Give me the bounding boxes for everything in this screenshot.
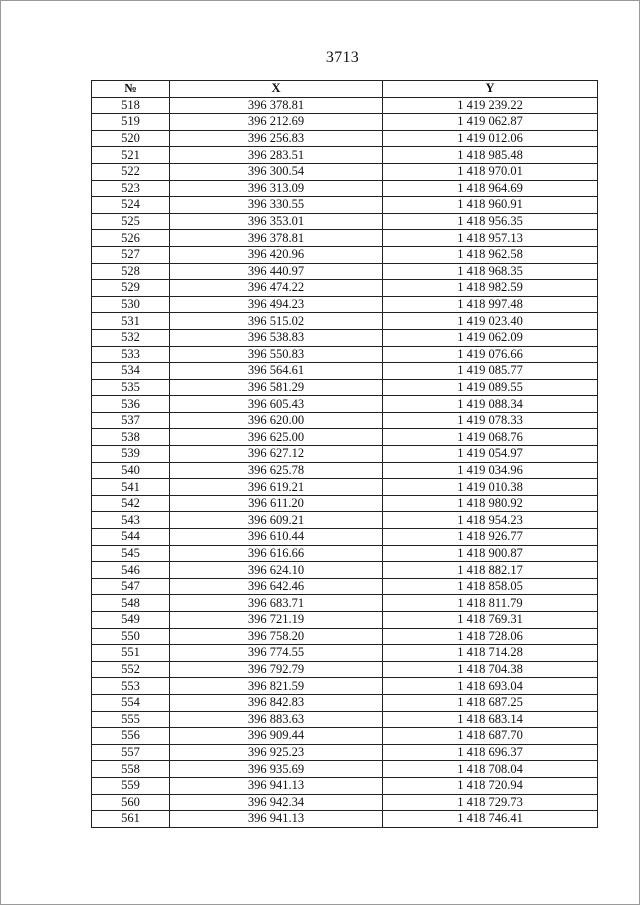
cell-number: 544 xyxy=(92,529,170,546)
table-row xyxy=(92,230,598,247)
cell-number: 538 xyxy=(92,429,170,446)
cell-y: 1 418 811.79 xyxy=(383,595,598,612)
cell-y: 1 418 746.41 xyxy=(383,811,598,828)
cell-y: 1 418 982.59 xyxy=(383,280,598,297)
cell-number: 527 xyxy=(92,246,170,263)
table-row xyxy=(92,213,598,230)
table-row xyxy=(92,197,598,214)
cell-x: 396 821.59 xyxy=(170,678,383,695)
table-row xyxy=(92,412,598,429)
cell-x: 396 353.01 xyxy=(170,213,383,230)
table-row xyxy=(92,678,598,695)
cell-number: 523 xyxy=(92,180,170,197)
cell-x: 396 256.83 xyxy=(170,130,383,147)
table-row xyxy=(92,711,598,728)
table-row xyxy=(92,661,598,678)
cell-number: 518 xyxy=(92,97,170,114)
cell-number: 561 xyxy=(92,811,170,828)
cell-y: 1 419 078.33 xyxy=(383,412,598,429)
table-row xyxy=(92,180,598,197)
cell-y: 1 418 693.04 xyxy=(383,678,598,695)
table-row xyxy=(92,446,598,463)
table-row xyxy=(92,495,598,512)
cell-x: 396 758.20 xyxy=(170,628,383,645)
cell-y: 1 418 687.70 xyxy=(383,728,598,745)
cell-y: 1 418 997.48 xyxy=(383,296,598,313)
cell-number: 548 xyxy=(92,595,170,612)
cell-y: 1 418 882.17 xyxy=(383,562,598,579)
cell-y: 1 419 088.34 xyxy=(383,396,598,413)
cell-y: 1 419 089.55 xyxy=(383,379,598,396)
cell-x: 396 378.81 xyxy=(170,230,383,247)
cell-y: 1 418 683.14 xyxy=(383,711,598,728)
cell-x: 396 605.43 xyxy=(170,396,383,413)
table-row xyxy=(92,595,598,612)
cell-x: 396 625.78 xyxy=(170,462,383,479)
cell-y: 1 418 980.92 xyxy=(383,495,598,512)
cell-y: 1 418 968.35 xyxy=(383,263,598,280)
cell-x: 396 842.83 xyxy=(170,694,383,711)
header-row xyxy=(92,81,598,98)
cell-x: 396 792.79 xyxy=(170,661,383,678)
cell-y: 1 419 054.97 xyxy=(383,446,598,463)
table-row xyxy=(92,147,598,164)
cell-x: 396 627.12 xyxy=(170,446,383,463)
cell-y: 1 418 687.25 xyxy=(383,694,598,711)
cell-x: 396 550.83 xyxy=(170,346,383,363)
cell-number: 531 xyxy=(92,313,170,330)
cell-number: 547 xyxy=(92,578,170,595)
table-row xyxy=(92,761,598,778)
cell-x: 396 538.83 xyxy=(170,329,383,346)
table-row xyxy=(92,612,598,629)
cell-number: 537 xyxy=(92,412,170,429)
table-row xyxy=(92,462,598,479)
cell-x: 396 611.20 xyxy=(170,495,383,512)
cell-x: 396 420.96 xyxy=(170,246,383,263)
cell-number: 552 xyxy=(92,661,170,678)
cell-number: 539 xyxy=(92,446,170,463)
table-row xyxy=(92,512,598,529)
table-row xyxy=(92,529,598,546)
cell-x: 396 330.55 xyxy=(170,197,383,214)
cell-x: 396 283.51 xyxy=(170,147,383,164)
cell-x: 396 610.44 xyxy=(170,529,383,546)
cell-number: 522 xyxy=(92,163,170,180)
cell-x: 396 909.44 xyxy=(170,728,383,745)
cell-y: 1 418 728.06 xyxy=(383,628,598,645)
cell-number: 555 xyxy=(92,711,170,728)
cell-number: 545 xyxy=(92,545,170,562)
table-row xyxy=(92,296,598,313)
table-row xyxy=(92,396,598,413)
cell-y: 1 418 769.31 xyxy=(383,612,598,629)
cell-y: 1 418 708.04 xyxy=(383,761,598,778)
cell-number: 556 xyxy=(92,728,170,745)
cell-number: 525 xyxy=(92,213,170,230)
table-row xyxy=(92,263,598,280)
cell-y: 1 418 985.48 xyxy=(383,147,598,164)
table-row xyxy=(92,694,598,711)
cell-y: 1 419 010.38 xyxy=(383,479,598,496)
cell-number: 540 xyxy=(92,462,170,479)
cell-y: 1 418 956.35 xyxy=(383,213,598,230)
cell-number: 532 xyxy=(92,329,170,346)
table-row xyxy=(92,545,598,562)
cell-y: 1 418 858.05 xyxy=(383,578,598,595)
cell-y: 1 418 696.37 xyxy=(383,744,598,761)
table-row xyxy=(92,97,598,114)
cell-x: 396 616.66 xyxy=(170,545,383,562)
cell-x: 396 619.21 xyxy=(170,479,383,496)
cell-x: 396 721.19 xyxy=(170,612,383,629)
cell-number: 554 xyxy=(92,694,170,711)
table-row xyxy=(92,744,598,761)
cell-x: 396 212.69 xyxy=(170,114,383,131)
table-row xyxy=(92,728,598,745)
cell-number: 551 xyxy=(92,645,170,662)
cell-number: 536 xyxy=(92,396,170,413)
cell-x: 396 378.81 xyxy=(170,97,383,114)
cell-number: 558 xyxy=(92,761,170,778)
cell-number: 550 xyxy=(92,628,170,645)
cell-number: 519 xyxy=(92,114,170,131)
cell-number: 528 xyxy=(92,263,170,280)
table-row xyxy=(92,777,598,794)
cell-number: 541 xyxy=(92,479,170,496)
header-number: № xyxy=(92,81,170,98)
cell-x: 396 474.22 xyxy=(170,280,383,297)
cell-y: 1 419 076.66 xyxy=(383,346,598,363)
table-row xyxy=(92,794,598,811)
cell-number: 553 xyxy=(92,678,170,695)
table-row xyxy=(92,811,598,828)
cell-y: 1 418 729.73 xyxy=(383,794,598,811)
cell-y: 1 418 714.28 xyxy=(383,645,598,662)
cell-x: 396 642.46 xyxy=(170,578,383,595)
coordinates-table xyxy=(91,80,598,828)
cell-number: 524 xyxy=(92,197,170,214)
cell-x: 396 925.23 xyxy=(170,744,383,761)
cell-y: 1 418 720.94 xyxy=(383,777,598,794)
table-row xyxy=(92,628,598,645)
cell-x: 396 609.21 xyxy=(170,512,383,529)
cell-y: 1 419 023.40 xyxy=(383,313,598,330)
cell-number: 543 xyxy=(92,512,170,529)
cell-number: 526 xyxy=(92,230,170,247)
cell-number: 533 xyxy=(92,346,170,363)
cell-x: 396 935.69 xyxy=(170,761,383,778)
cell-x: 396 883.63 xyxy=(170,711,383,728)
cell-number: 530 xyxy=(92,296,170,313)
cell-x: 396 942.34 xyxy=(170,794,383,811)
table-row xyxy=(92,562,598,579)
table-row xyxy=(92,429,598,446)
cell-y: 1 419 062.09 xyxy=(383,329,598,346)
cell-x: 396 494.23 xyxy=(170,296,383,313)
cell-y: 1 418 954.23 xyxy=(383,512,598,529)
table-body xyxy=(92,97,598,827)
cell-number: 535 xyxy=(92,379,170,396)
table-row xyxy=(92,363,598,380)
cell-y: 1 418 957.13 xyxy=(383,230,598,247)
table-row xyxy=(92,163,598,180)
header-x: X xyxy=(170,81,383,98)
cell-number: 529 xyxy=(92,280,170,297)
cell-number: 559 xyxy=(92,777,170,794)
cell-x: 396 620.00 xyxy=(170,412,383,429)
cell-y: 1 419 012.06 xyxy=(383,130,598,147)
cell-number: 542 xyxy=(92,495,170,512)
table-row xyxy=(92,329,598,346)
cell-number: 546 xyxy=(92,562,170,579)
cell-number: 560 xyxy=(92,794,170,811)
table-header xyxy=(92,81,598,98)
table-row xyxy=(92,280,598,297)
cell-number: 549 xyxy=(92,612,170,629)
cell-number: 557 xyxy=(92,744,170,761)
cell-x: 396 625.00 xyxy=(170,429,383,446)
cell-y: 1 418 900.87 xyxy=(383,545,598,562)
table-row xyxy=(92,246,598,263)
cell-y: 1 418 704.38 xyxy=(383,661,598,678)
cell-x: 396 683.71 xyxy=(170,595,383,612)
cell-x: 396 624.10 xyxy=(170,562,383,579)
table-row xyxy=(92,479,598,496)
cell-number: 521 xyxy=(92,147,170,164)
cell-y: 1 419 062.87 xyxy=(383,114,598,131)
cell-y: 1 418 962.58 xyxy=(383,246,598,263)
cell-x: 396 313.09 xyxy=(170,180,383,197)
cell-y: 1 418 960.91 xyxy=(383,197,598,214)
cell-number: 520 xyxy=(92,130,170,147)
cell-x: 396 300.54 xyxy=(170,163,383,180)
cell-x: 396 774.55 xyxy=(170,645,383,662)
table-row xyxy=(92,114,598,131)
table-row xyxy=(92,346,598,363)
table-row xyxy=(92,578,598,595)
page-number: 3713 xyxy=(325,49,360,66)
cell-x: 396 941.13 xyxy=(170,811,383,828)
cell-number: 534 xyxy=(92,363,170,380)
cell-y: 1 418 926.77 xyxy=(383,529,598,546)
header-y: Y xyxy=(383,81,598,98)
cell-y: 1 419 239.22 xyxy=(383,97,598,114)
cell-x: 396 515.02 xyxy=(170,313,383,330)
cell-y: 1 419 068.76 xyxy=(383,429,598,446)
cell-y: 1 419 085.77 xyxy=(383,363,598,380)
cell-x: 396 941.13 xyxy=(170,777,383,794)
cell-x: 396 564.61 xyxy=(170,363,383,380)
table-row xyxy=(92,379,598,396)
cell-x: 396 440.97 xyxy=(170,263,383,280)
cell-x: 396 581.29 xyxy=(170,379,383,396)
cell-y: 1 418 970.01 xyxy=(383,163,598,180)
cell-y: 1 418 964.69 xyxy=(383,180,598,197)
table-row xyxy=(92,130,598,147)
cell-y: 1 419 034.96 xyxy=(383,462,598,479)
table-row xyxy=(92,313,598,330)
table-row xyxy=(92,645,598,662)
